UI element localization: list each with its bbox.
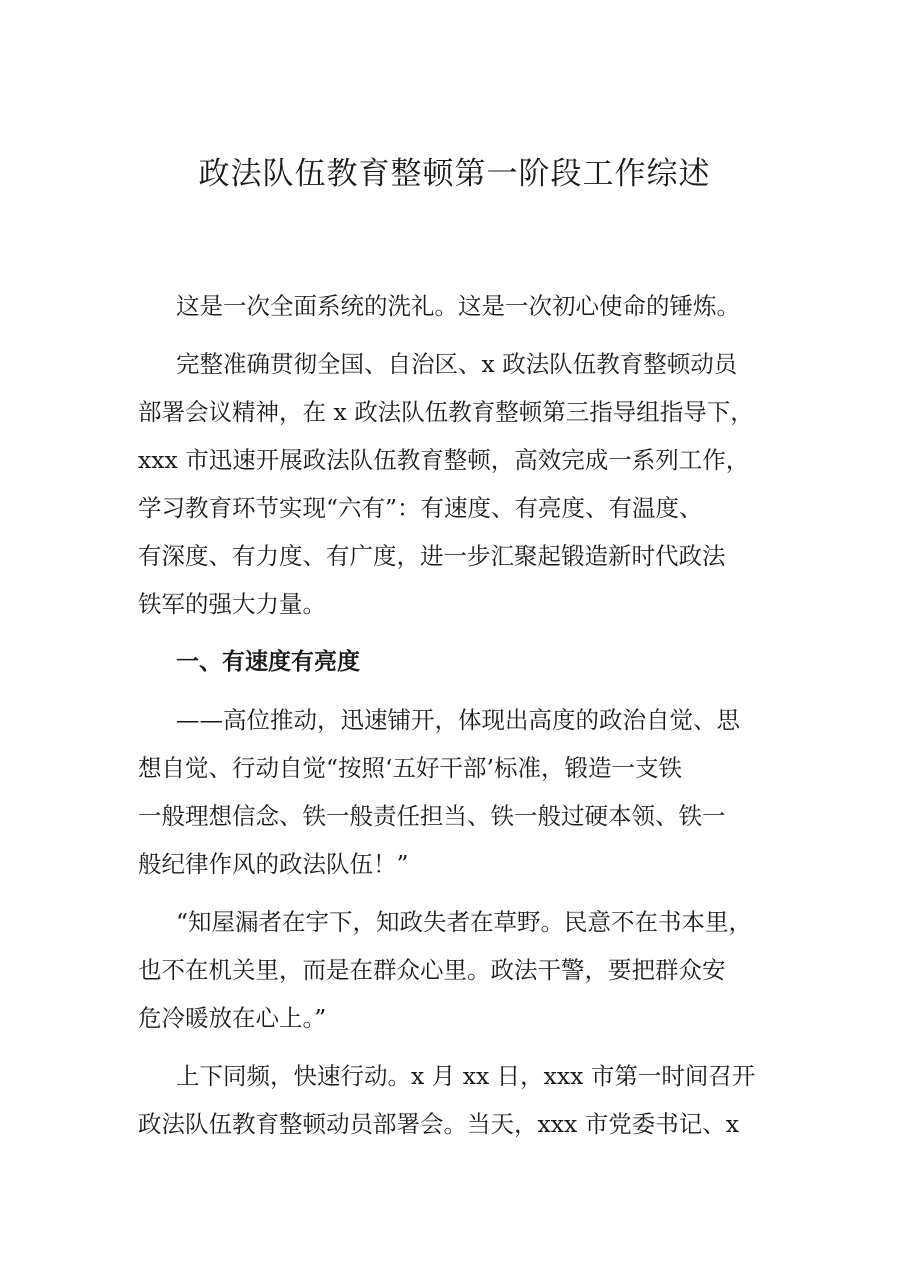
paragraph-line: 有深度、有力度、有广度，进一步汇聚起锻造新时代政法 (138, 542, 726, 570)
paragraph-line: 般纪律作风的政法队伍！” (138, 850, 409, 878)
paragraph-line: “知屋漏者在宇下，知政失者在草野。民意不在书本里， (176, 908, 753, 936)
paragraph-line: ——高位推动，迅速铺开，体现出高度的政治自觉、思 (176, 706, 740, 734)
paragraph-summary (138, 340, 778, 628)
paragraph-intro (138, 282, 778, 330)
paragraph-line: 也不在机关里，而是在群众心里。政法干警，要把群众安 (138, 956, 726, 984)
paragraph-push (138, 696, 778, 888)
section-heading (138, 638, 778, 686)
paragraph-line: 政法队伍教育整顿动员部署会。当天，xxx 市党委书记、x (138, 1110, 739, 1138)
paragraph-line: 铁军的强大力量。 (138, 590, 326, 618)
paragraph-line: 部署会议精神，在 x 政法队伍教育整顿第三指导组指导下， (138, 398, 754, 426)
paragraph-line: xxx 市迅速开展政法队伍教育整顿，高效完成一系列工作， (138, 446, 750, 474)
paragraph-line: 完整准确贯彻全国、自治区、x 政法队伍教育整顿动员 (176, 350, 738, 378)
paragraph-line: 危冷暖放在心上。” (138, 1004, 327, 1032)
paragraph-line: 学习教育环节实现“六有”：有速度、有亮度、有温度、 (138, 494, 703, 522)
section-heading-text: 一、有速度有亮度 (176, 649, 360, 675)
paragraph-action (138, 1052, 778, 1148)
document-body (138, 282, 778, 1158)
paragraph-line: 想自觉、行动自觉“按照‘五好干部’标准，锻造一支铁 (138, 754, 682, 782)
paragraph-line: 一般理想信念、铁一般责任担当、铁一般过硬本领、铁一 (138, 802, 726, 830)
paragraph-line: 这是一次全面系统的洗礼。这是一次初心使命的锤炼。 (176, 292, 740, 320)
paragraph-line: 上下同频，快速行动。x 月 xx 日，xxx 市第一时间召开 (176, 1062, 756, 1090)
document-title: 政法队伍教育整顿第一阶段工作综述 (198, 156, 711, 192)
paragraph-quote (138, 898, 778, 1042)
